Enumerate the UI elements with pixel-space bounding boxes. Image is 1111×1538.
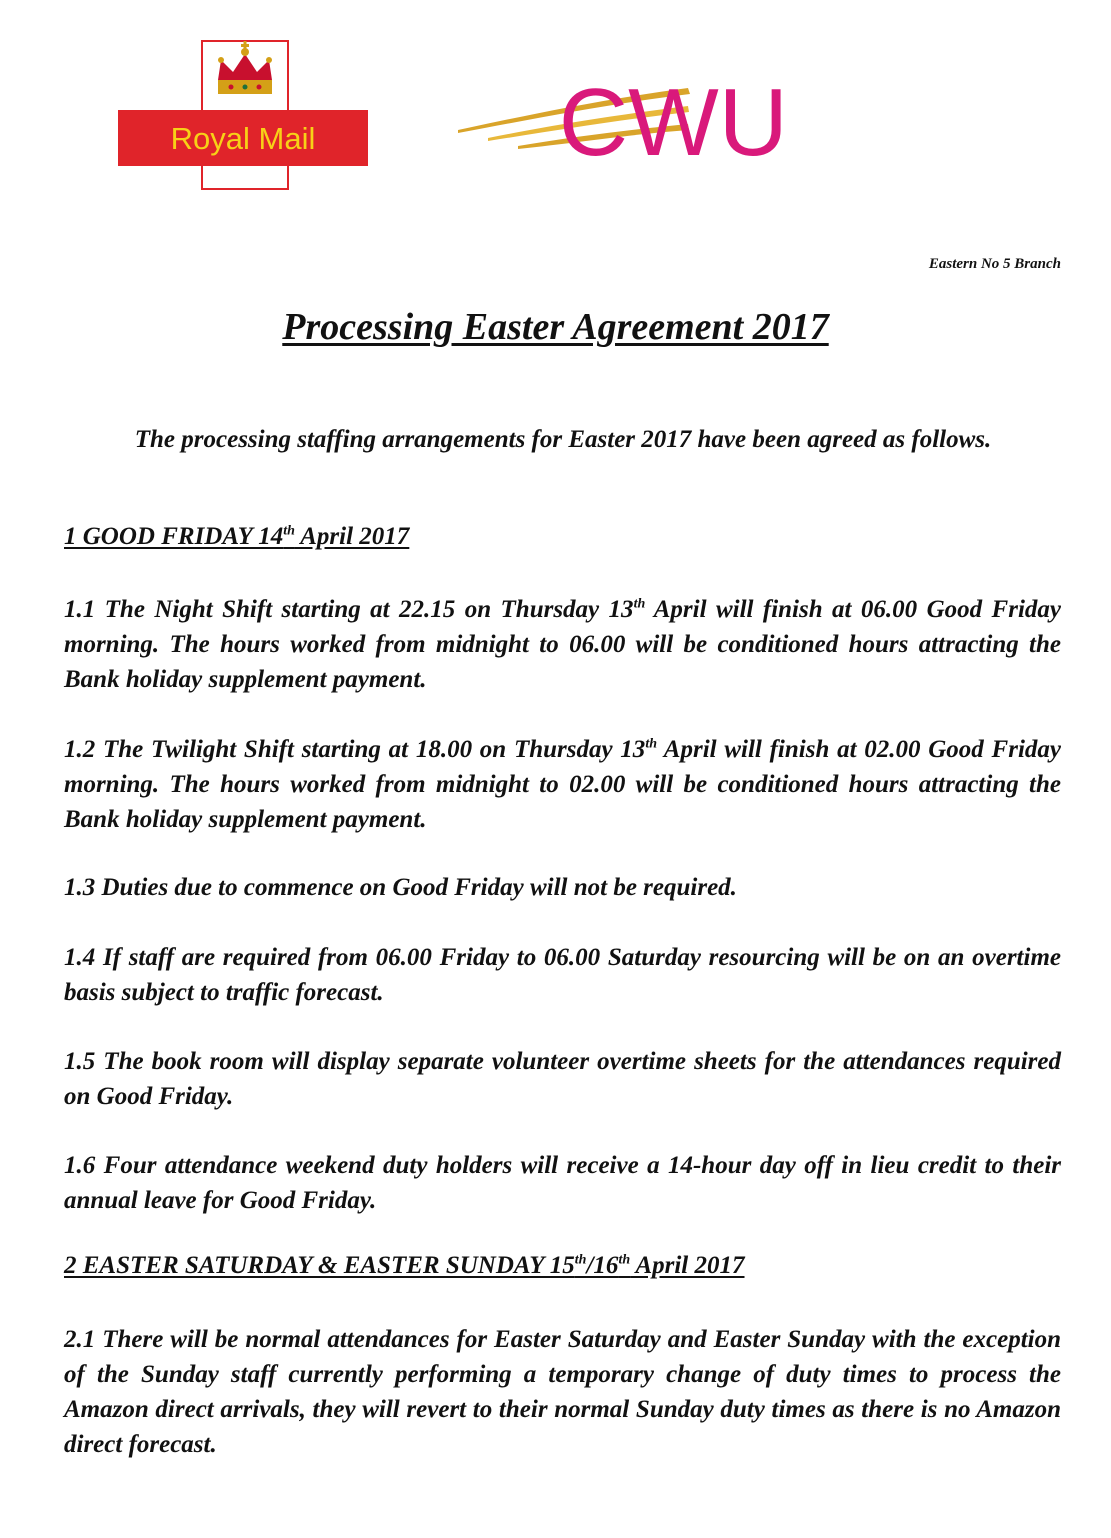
royal-mail-logo (117, 40, 369, 190)
paragraph-1-5: 1.5 The book room will display separate volunteer overtime sheets for the attendances required on Good Friday. (64, 1048, 1061, 1110)
section-1-heading: 1 GOOD FRIDAY 14th April 2017 (64, 523, 410, 550)
page-title: Processing Easter Agreement 2017 (282, 306, 829, 348)
intro-text: The processing staffing arrangements for Easter 2017 have been agreed as follows. (134, 426, 992, 453)
branch-name: Eastern No 5 Branch (928, 256, 1061, 272)
paragraph-1-2: 1.2 The Twilight Shift starting at 18.00 on Thursday 13th April will finish at 02.00 Good Friday morning. The hours worked from midnight to 02.00 will be conditioned hours attracting the Bank holiday supplement payment. (64, 736, 1061, 833)
paragraph-1-1: 1.1 The Night Shift starting at 22.15 on Thursday 13th April will finish at 06.00 Good Friday morning. The hours worked from midnight to 06.00 will be conditioned hours attracting the Bank holiday supplement payment. (64, 596, 1061, 693)
section-2-heading: 2 EASTER SATURDAY & EASTER SUNDAY 15th/16th April 2017 (64, 1252, 745, 1279)
royal-mail-wordmark: Royal Mail (170, 121, 316, 156)
cwu-logo (458, 60, 798, 170)
cwu-wordmark: CWU (558, 69, 788, 170)
paragraph-1-4: 1.4 If staff are required from 06.00 Friday to 06.00 Saturday resourcing will be on an overtime basis subject to traffic forecast. (64, 944, 1061, 1006)
paragraph-1-3: 1.3 Duties due to commence on Good Friday will not be required. (64, 874, 737, 901)
paragraph-1-6: 1.6 Four attendance weekend duty holders will receive a 14-hour day off in lieu credit to their annual leave for Good Friday. (64, 1152, 1061, 1214)
paragraph-2-1: 2.1 There will be normal attendances for Easter Saturday and Easter Sunday with the exception of the Sunday staff currently performing a temporary change of duty times to process the Amazon direct arrivals, they will revert to their normal Sunday duty times as there is no Amazon direct forecast. (64, 1326, 1061, 1458)
